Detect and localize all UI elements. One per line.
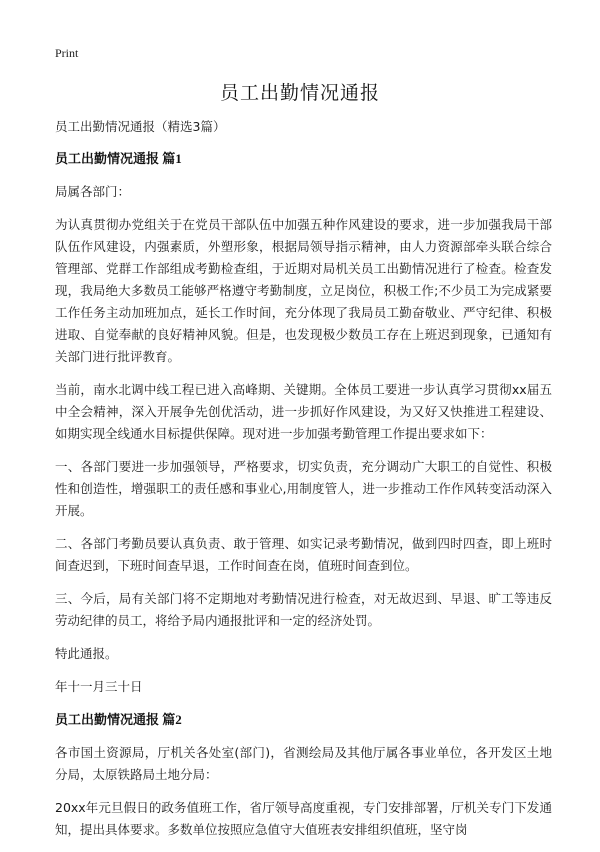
body-paragraph: 二、各部门考勤员要认真负责、敢于管理、如实记录考勤情况，做到四时四查，即上班时间查迟到，下班时间查早退，工作时间查在岗，值班时间查到位。 [55, 536, 552, 573]
document-title: 员工出勤情况通报 [219, 82, 380, 104]
document-subtitle: 员工出勤情况通报（精选3篇） [55, 119, 226, 134]
body-paragraph: 当前，南水北调中线工程已进入高峰期、关键期。全体员工要进一步认真学习贯彻xx届五中全会精神，深入开展争先创优活动，进一步抓好作风建设，为又好又快推进工程建设、如期实现全线通水目标提供保障。现对进一步加强考勤管理工作提出要求如下： [55, 382, 552, 441]
section-heading-2: 员工出勤情况通报 篇2 [55, 712, 182, 727]
body-paragraph: 20xx年元旦假日的政务值班工作，省厅领导高度重视，专门安排部署，厅机关专门下发通知，提出具体要求。多数单位按照应急值守大值班表安排组织值班，坚守岗 [55, 800, 552, 837]
body-paragraph: 三、今后，局有关部门将不定期地对考勤情况进行检查，对无故迟到、早退、旷工等违反劳动纪律的员工，将给予局内通报批评和一定的经济处罚。 [55, 591, 552, 628]
closing-line: 特此通报。 [55, 646, 118, 661]
document-body [55, 116, 552, 852]
body-paragraph: 一、各部门要进一步加强领导，严格要求，切实负责，充分调动广大职工的自觉性、积极性和创造性，增强职工的责任感和事业心,用制度管人，进一步推动工作作风转变活动深入开展。 [55, 459, 552, 518]
body-paragraph: 为认真贯彻办党组关于在党员干部队伍中加强五种作风建设的要求，进一步加强我局干部队伍作风建设，内强素质，外塑形象，根据局领导指示精神，由人力资源部牵头联合综合管理部、党群工作部组成考勤检查组，于近期对局机关员工出勤情况进行了检查。检查发现，我局绝大多数员工能够严格遵守考勤制度，立足岗位，积极工作;不少员工为完成紧要工作任务主动加班加点，延长工作时间，充分体现了我局员工勤奋敬业、严守纪律、积极进取、自觉奉献的良好精神风貌。但是，也发现极少数员工存在上班迟到现象，已通知有关部门进行批评教育。 [55, 217, 552, 364]
date-line: 年十一月三十日 [55, 679, 143, 694]
salutation: 局属各部门： [55, 184, 131, 199]
section-heading-1: 员工出勤情况通报 篇1 [55, 151, 182, 166]
body-paragraph: 各市国土资源局，厅机关各处室(部门)，省测绘局及其他厅属各事业单位，各开发区土地分局，太原铁路局土地分局： [55, 745, 552, 782]
print-label: Print [55, 46, 79, 60]
